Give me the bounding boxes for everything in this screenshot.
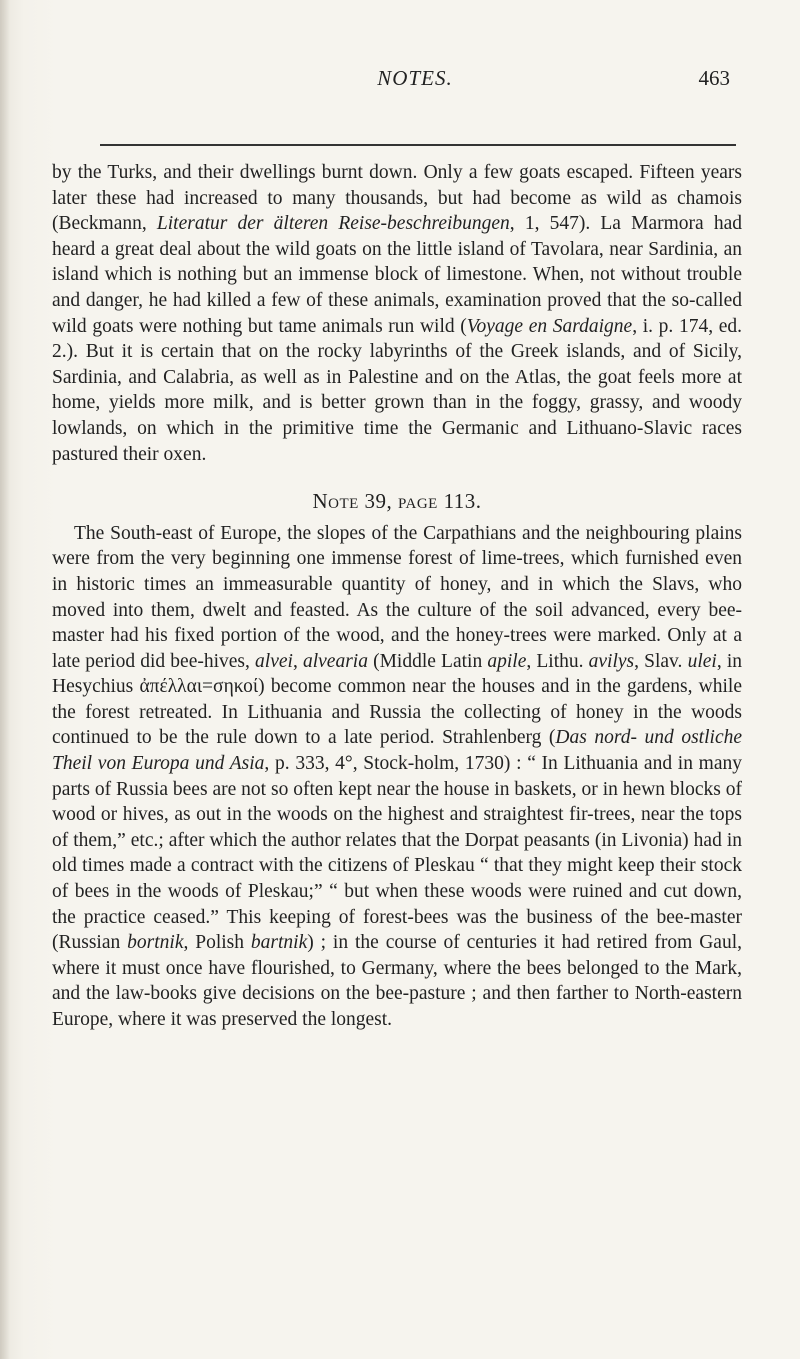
body-text — [52, 160, 742, 1033]
text-run: , Lithu. — [526, 650, 589, 672]
italic-term: avilys — [588, 650, 635, 672]
italic-term: bortnik — [127, 932, 184, 954]
note-heading: Note 39, page 113. — [312, 489, 482, 514]
text-run: , Polish — [183, 932, 251, 954]
text-run: , in Hesychius ἀπέλλαι=σηκοί) become common near the houses and in the gardens, while the forest retreated. In Lithuania and Russia the collecting of honey in the woods continued to be the rule down to a late period. Strahlenberg ( — [52, 650, 742, 749]
page-gutter-shadow — [0, 0, 10, 1359]
text-run: (Middle Latin — [367, 650, 488, 672]
citation-title-italic: Literatur der älteren Reise-beschreibungen — [156, 213, 510, 235]
italic-term: bartnik — [250, 932, 308, 954]
citation-title-italic: Das nord- und ostliche Theil von Europa und Asia — [52, 727, 743, 775]
text-run: , 1, 547). La Marmora had heard a great deal about the wild goats on the little island of Tavolara, near Sardinia, an island which is nothing but an immense block of limestone. When, not without trouble and danger, he had killed a few of these animals, examination proved that the so-called wild goats were nothing but tame animals run wild ( — [52, 213, 742, 337]
text-run: , p. 333, 4°, Stock-holm, 1730) : “ In Lithuania and in many parts of Russia bees are not so often kept near the house in baskets, or in hewn blocks of wood or hives, as out in the woods on the highest and straightest fir-trees, near the tops of them,” etc.; after which the author relates that the Dorpat peasants (in Livonia) had in old times made a contract with the citizens of Pleskau “ that they might keep their stock of bees in the woods of Pleskau;” “ but when these woods were ruined and cut down, the practice ceased.” This keeping of forest-bees was the business of the bee-master (Russian — [52, 753, 742, 954]
italic-term: ulei — [687, 650, 717, 672]
text-run: , Slav. — [634, 650, 688, 672]
running-title: NOTES. — [377, 66, 453, 90]
italic-term: apile — [487, 650, 527, 672]
text-run: , i. p. 174, ed. 2.). But it is certain that on the rocky labyrinths of the Greek islands, and of Sicily, Sardinia, and Calabria, as well as in Palestine and on the Atlas, the goat feels more at home, yields more milk, and is better grown than in the foggy, grassy, and woody lowlands, on which in the primitive time the Germanic and Lithuano-Slavic races pastured their oxen. — [52, 315, 743, 465]
text-run: ) ; in the course of centuries it had retired from Gaul, where it must once have flourished, to Germany, where the bees belonged to the Mark, and the law-books give decisions on the bee-pasture ; and then farther to North-eastern Europe, where it was preserved the longest. — [52, 932, 742, 1030]
header-rule — [100, 144, 736, 146]
text-run: , — [292, 650, 303, 672]
italic-term: alvearia — [302, 650, 368, 672]
text-run: by the Turks, and their dwellings burnt down. Only a few goats escaped. Fifteen years later these had increased to many thousands, but had become as wild as chamois (Beckmann, — [52, 162, 742, 235]
paragraph-note-39 — [52, 521, 742, 1033]
page-number: 463 — [698, 66, 730, 90]
text-run: The South-east of Europe, the slopes of the Carpathians and the neighbouring plains were from the very beginning one immense forest of lime-trees, which furnished even in historic times an immeasurable quantity of honey, and in which the Slavs, who moved into them, dwelt and feasted. As the culture of the soil advanced, every bee-master had his fixed portion of the wood, and the honey-trees were marked. Only at a late period did bee-hives, — [52, 522, 742, 672]
page-header — [100, 58, 730, 98]
paragraph-continued — [52, 160, 742, 467]
citation-title-italic: Voyage en Sardaigne — [466, 315, 633, 337]
italic-term: alvei — [255, 650, 293, 672]
